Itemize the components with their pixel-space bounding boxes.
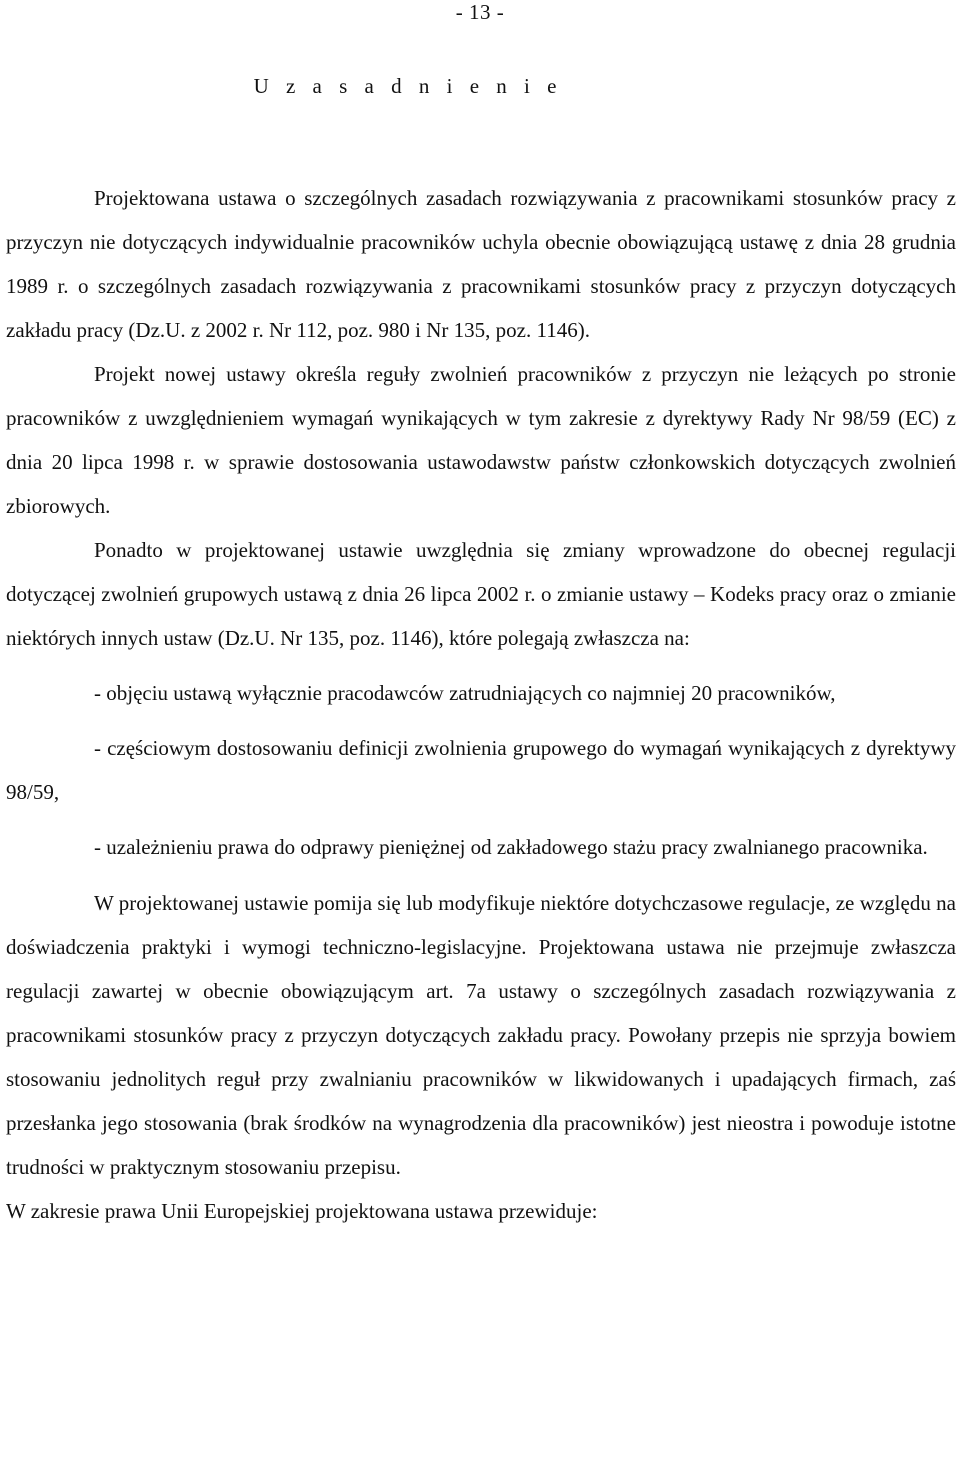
- paragraph-1: Projektowana ustawa o szczególnych zasadach rozwiązywania z pracownikami stosunków pracy z przyczyn nie dotyczących indywidualnie pracowników uchyla obecnie obowiązującą ustawę z dnia 28 grudnia 1989 r. o szczególnych zasadach rozwiązywania z pracownikami stosunków pracy z przyczyn dotyczących zakładu pracy (Dz.U. z 2002 r. Nr 112, poz. 980 i Nr 135, poz. 1146).: [6, 186, 956, 342]
- final-line: W zakresie prawa Unii Europejskiej projektowana ustawa przewiduje:: [6, 1199, 598, 1223]
- paragraph-closing: W projektowanej ustawie pomija się lub modyfikuje niektóre dotychczasowe regulacje, ze względu na doświadczenia praktyki i wymogi techniczno-legislacyjne. Projektowana ustawa nie przejmuje zwłaszcza regulacji zawartej w obecnie obowiązującym art. 7a ustawy o szczególnych zasadach rozwiązywania z pracownikami stosunków pracy z przyczyn dotyczących zakładu pracy. Powołany przepis nie sprzyja bowiem stosowaniu jednolitych reguł przy zwalnianiu pracowników w likwidowanych i upadających firmach, zaś przesłanka jego stosowania (brak środków na wynagrodzenia dla pracowników) jest nieostra i powoduje istotne trudności w praktycznym stosowaniu przepisu.: [6, 891, 956, 1179]
- paragraph-2: Projekt nowej ustawy określa reguły zwolnień pracowników z przyczyn nie leżących po stronie pracowników z uwzględnieniem wymagań wynikających w tym zakresie z dyrektywy Rady Nr 98/59 (EC) z dnia 20 lipca 1998 r. w sprawie dostosowania ustawodawstw państw członkowskich dotyczących zwolnień zbiorowych.: [6, 362, 956, 518]
- paragraph-3: Ponadto w projektowanej ustawie uwzględnia się zmiany wprowadzone do obecnej regulacji dotyczącej zwolnień grupowych ustawą z dnia 26 lipca 2002 r. o zmianie ustawy – Kodeks pracy oraz o zmianie niektórych innych ustaw (Dz.U. Nr 135, poz. 1146), które polegają zwłaszcza na:: [6, 538, 956, 650]
- section-heading: U z a s a d n i e n i e: [253, 74, 563, 98]
- document-body: [6, 176, 956, 1233]
- list-item-1: - objęciu ustawą wyłącznie pracodawców zatrudniających co najmniej 20 pracowników,: [94, 681, 836, 705]
- list-item-2: - częściowym dostosowaniu definicji zwolnienia grupowego do wymagań wynikających z dyrektywy 98/59,: [6, 736, 956, 804]
- list-item-3: - uzależnieniu prawa do odprawy pieniężnej od zakładowego stażu pracy zwalnianego pracownika.: [94, 835, 928, 859]
- page-number: - 13 -: [455, 0, 505, 24]
